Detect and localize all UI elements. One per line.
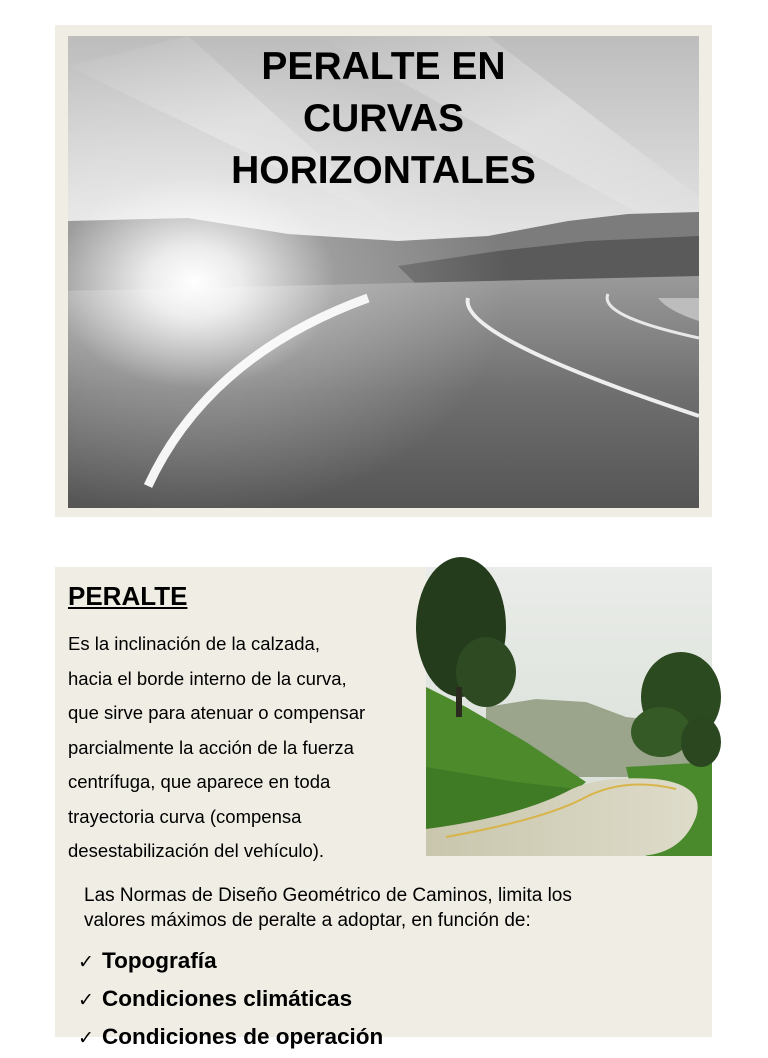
title-line: PERALTE EN — [261, 45, 506, 88]
norms-intro — [84, 883, 704, 933]
check-icon: ✓ — [78, 952, 94, 973]
list-item — [78, 1018, 383, 1056]
intro-line: Las Normas de Diseño Geométrico de Caminos, limita los — [84, 885, 572, 906]
title-slide — [55, 25, 712, 517]
definition-paragraph — [68, 627, 428, 869]
factor-label: Condiciones climáticas — [102, 986, 353, 1011]
factors-list — [78, 942, 383, 1056]
factor-label: Condiciones de operación — [102, 1024, 384, 1049]
list-item — [78, 942, 383, 980]
paragraph-line: Es la inclinación de la calzada, — [68, 633, 320, 654]
slide-title — [55, 41, 712, 197]
factor-label: Topografía — [102, 948, 217, 973]
paragraph-line: trayectoria curva (compensa — [68, 805, 302, 827]
check-icon: ✓ — [78, 990, 94, 1011]
paragraph-line: que sirve para atenuar o compensar — [68, 702, 366, 723]
title-line: CURVAS — [302, 97, 465, 140]
list-item — [78, 980, 383, 1018]
winding-road-photo — [426, 567, 712, 856]
title-line: HORIZONTALES — [231, 149, 536, 192]
paragraph-line: parcialmente la acción de la fuerza — [68, 736, 354, 758]
definition-slide — [55, 567, 712, 1049]
paragraph-line: centrífuga, que aparece en toda — [68, 771, 331, 792]
paragraph-line: desestabilización del vehículo). — [68, 840, 325, 861]
intro-line: valores máximos de peralte a adoptar, en función de: — [84, 910, 531, 931]
check-icon: ✓ — [78, 1028, 94, 1049]
section-heading: PERALTE — [68, 581, 188, 611]
paragraph-line: hacia el borde interno de la curva, — [68, 667, 347, 689]
